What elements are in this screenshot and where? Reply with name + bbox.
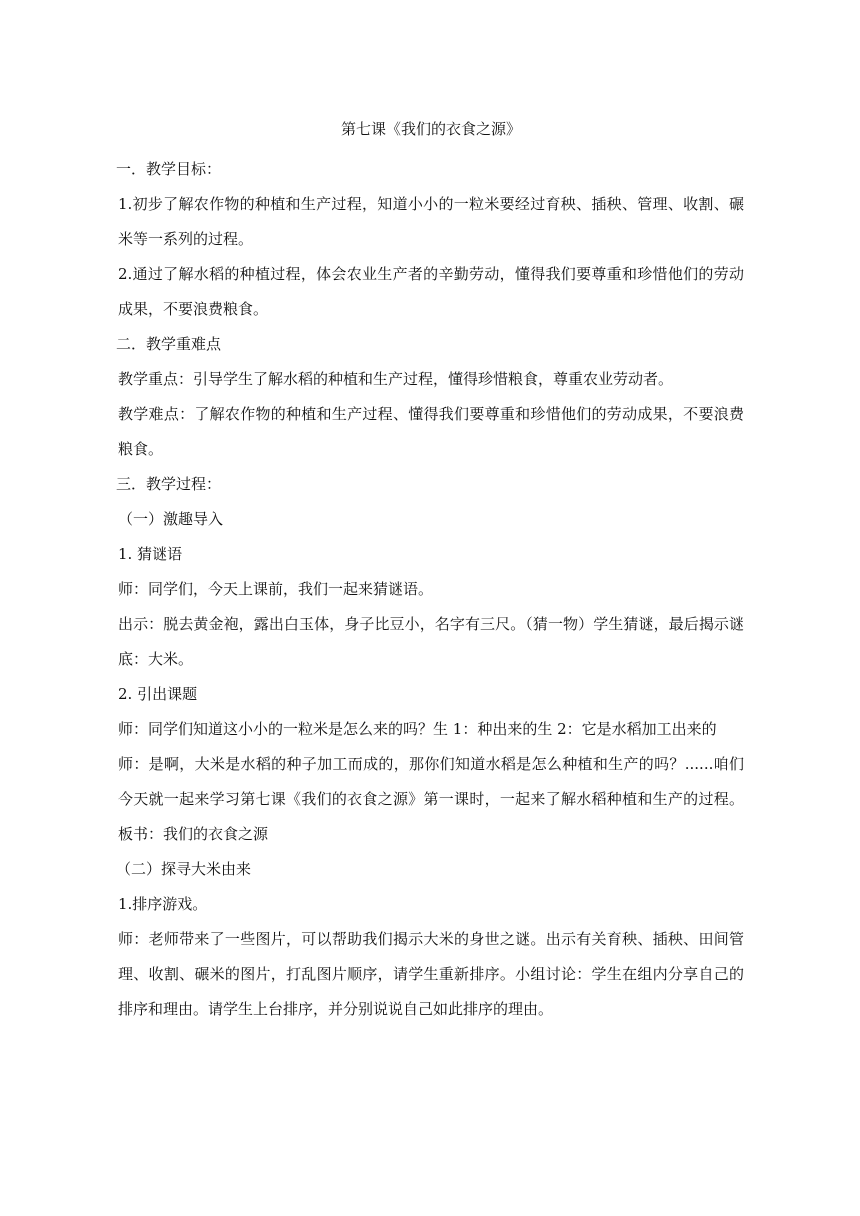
- paragraph-teacher-question: 师：同学们知道这小小的一粒米是怎么来的吗？生 1：种出来的生 2：它是水稻加工出来的: [118, 720, 717, 738]
- document-title: 第七课《我们的衣食之源》: [340, 120, 521, 138]
- paragraph-difficulty: 教学难点：了解农作物的种植和生产过程、懂得我们要尊重和珍惜他们的劳动成果，不要浪费粮食。: [118, 405, 744, 458]
- subheading-topic: 2. 引出课题: [118, 685, 198, 703]
- subheading-sort-game: 1.排序游戏。: [118, 895, 208, 913]
- subheading-rice-origin: （二）探寻大米由来: [116, 860, 252, 878]
- document-body: [118, 117, 744, 1027]
- paragraph-goal-1: 1.初步了解农作物的种植和生产过程，知道小小的一粒米要经过育秧、插秧、管理、收割、碾米等一系列的过程。: [118, 195, 744, 248]
- paragraph-riddle-display: 出示：脱去黄金袍，露出白玉体，身子比豆小，名字有三尺。（猜一物）学生猜谜，最后揭示谜底：大米。: [118, 615, 744, 668]
- subheading-riddle: 1. 猜谜语: [118, 545, 183, 563]
- section-heading-teaching-goals: 一．教学目标：: [116, 160, 222, 178]
- paragraph-key-point: 教学重点：引导学生了解水稻的种植和生产过程，懂得珍惜粮食，尊重农业劳动者。: [118, 370, 674, 388]
- paragraph-teacher-riddle: 师：同学们，今天上课前，我们一起来猜谜语。: [118, 580, 434, 598]
- paragraph-sort-game: 师：老师带来了一些图片，可以帮助我们揭示大米的身世之谜。出示有关育秧、插秧、田间管理、收割、碾米的图片，打乱图片顺序，请学生重新排序。小组讨论：学生在组内分享自己的排序和理由。请学生上台排序，并分别说说自己如此排序的理由。: [118, 930, 744, 1018]
- subheading-intro: （一）激趣导入: [118, 510, 224, 528]
- paragraph-teacher-explain: 师：是啊，大米是水稻的种子加工而成的，那你们知道水稻是怎么种植和生产的吗？......咱们今天就一起来学习第七课《我们的衣食之源》第一课时，一起来了解水稻种植和生产的过程。板书：我们的衣食之源: [118, 755, 744, 843]
- section-heading-process: 三．教学过程：: [116, 475, 222, 493]
- paragraph-goal-2: 2.通过了解水稻的种植过程，体会农业生产者的辛勤劳动，懂得我们要尊重和珍惜他们的劳动成果，不要浪费粮食。: [118, 265, 744, 318]
- section-heading-key-points: 二．教学重难点: [116, 335, 222, 353]
